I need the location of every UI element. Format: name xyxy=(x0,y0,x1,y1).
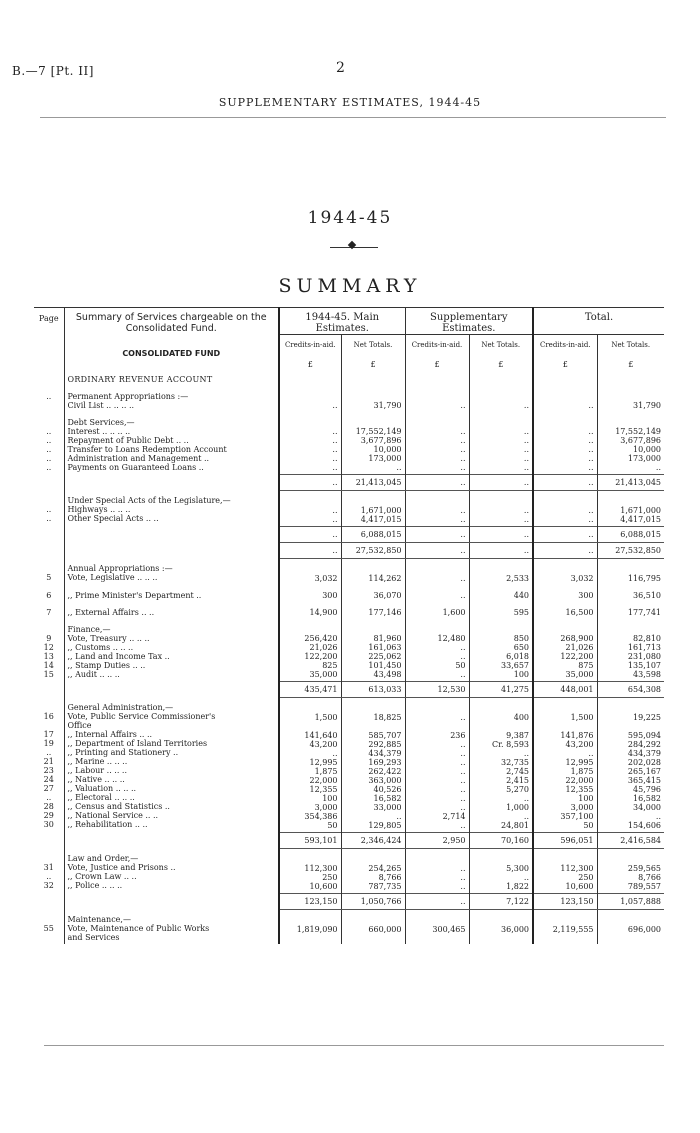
amount-cell: .. xyxy=(405,585,469,602)
service-description-cell: Permanent Appropriations :— Civil List .. .. .. .. xyxy=(64,386,279,412)
service-description-cell xyxy=(64,681,279,697)
amount-cell: .. .. xyxy=(469,490,533,526)
header-rule xyxy=(40,117,666,118)
supp-credits-header: Credits-in-aid. xyxy=(405,335,469,358)
amount-cell: 21,413,045 xyxy=(597,474,664,490)
amount-cell: 595 xyxy=(469,602,533,619)
amount-cell: 654,308 xyxy=(597,681,664,697)
amount-cell: .. xyxy=(469,474,533,490)
service-description-cell xyxy=(64,832,279,848)
pound-symbol: £ xyxy=(279,358,341,369)
amount-cell: .. xyxy=(469,386,533,412)
subtotal-row xyxy=(34,832,664,848)
amount-cell: 41,275 xyxy=(469,681,533,697)
supplementary-estimates-header: Supplementary Estimates. xyxy=(405,308,533,335)
amount-cell: 300,465 xyxy=(405,909,469,944)
amount-cell: 300 xyxy=(279,585,341,602)
amount-cell: 12,530 xyxy=(405,681,469,697)
pound-symbol: £ xyxy=(341,358,405,369)
amount-cell: 6,088,015 xyxy=(597,526,664,542)
amount-cell: 18,825 585,707 292,885 434,379 169,293 262,422 363,000 40,526 16,582 33,000 .. 129,805 xyxy=(341,697,405,832)
table-row xyxy=(34,369,664,386)
amount-cell: 12,480 .. .. 50 .. xyxy=(405,619,469,682)
amount-cell: 177,146 xyxy=(341,602,405,619)
amount-cell: 660,000 xyxy=(341,909,405,944)
amount-cell: 123,150 xyxy=(533,893,597,909)
amount-cell: 177,741 xyxy=(597,602,664,619)
amount-cell: 3,032 xyxy=(533,558,597,585)
amount-cell: .. xyxy=(533,386,597,412)
amount-cell: 1,600 xyxy=(405,602,469,619)
table-row xyxy=(34,386,664,412)
supp-net-header: Net Totals. xyxy=(469,335,533,358)
subtotal-row xyxy=(34,542,664,558)
amount-cell xyxy=(597,369,664,386)
table-row xyxy=(34,697,664,832)
amount-cell: 31,790 xyxy=(597,386,664,412)
amount-cell: 31,790 xyxy=(341,386,405,412)
page-ref-cell: 7 xyxy=(46,607,52,617)
amount-cell xyxy=(341,369,405,386)
amount-cell: 1,819,090 xyxy=(279,909,341,944)
page-ref-cell xyxy=(34,832,64,848)
amount-cell: 116,795 xyxy=(597,558,664,585)
amount-cell: .. xyxy=(405,386,469,412)
amount-cell: .. xyxy=(405,893,469,909)
page-ref-cell xyxy=(34,369,64,386)
table-row xyxy=(34,490,664,526)
amount-cell: 1,500 141,640 43,200 .. 12,995 1,875 22,000 12,355 100 3,000 354,386 50 xyxy=(279,697,341,832)
amount-cell: .. 236 .. .. .. .. .. .. .. .. 2,714 .. xyxy=(405,697,469,832)
main-estimates-header: 1944-45. Main Estimates. xyxy=(279,308,405,335)
amount-cell: 259,565 8,766 789,557 xyxy=(597,848,664,893)
page-ref-cell xyxy=(34,526,64,542)
amount-cell: 440 xyxy=(469,585,533,602)
pound-symbol: £ xyxy=(405,358,469,369)
amount-cell: .. .. xyxy=(533,490,597,526)
amount-cell xyxy=(279,369,341,386)
amount-cell: 27,532,850 xyxy=(341,542,405,558)
service-description-cell: Debt Services,— Interest .. .. .. .. Repayment of Public Debt .. .. Transfer to Loans Redemption Account Administration and Management .. Payments on Guaranteed Loans .. xyxy=(64,412,279,475)
total-net-header: Net Totals. xyxy=(597,335,664,358)
amount-cell: 2,346,424 xyxy=(341,832,405,848)
amount-cell: 19,225 595,094 284,292 434,379 202,028 265,167 365,415 45,796 16,582 34,000 .. 154,606 xyxy=(597,697,664,832)
service-description-cell: Law and Order,— Vote, Justice and Prisons .. ,, Crown Law .. .. ,, Police .. .. .. xyxy=(64,848,279,893)
service-description-cell: General Administration,— Vote, Public Service Commissioner's Office ,, Internal Affairs .. .. ,, Department of Island Territories ,, Printing and Stationery .. ,, Marine .. .. .. ,, Labour .. .. .. ,, Native .. .. .. ,, Valuation .. .. .. ,, Electoral .. .. .. ,, Census and Statistics .. ,, National Service .. .. ,, Rehabilitation .. .. xyxy=(64,697,279,832)
service-description-cell: ORDINARY REVENUE ACCOUNT xyxy=(64,369,279,386)
amount-cell: .. .. .. .. .. xyxy=(279,412,341,475)
pound-symbol: £ xyxy=(533,358,597,369)
amount-cell: .. .. .. .. .. xyxy=(405,412,469,475)
year-heading: 1944-45 xyxy=(307,208,393,228)
amount-cell: 1,057,888 xyxy=(597,893,664,909)
service-description-cell xyxy=(64,542,279,558)
amount-cell: .. xyxy=(405,558,469,585)
amount-cell: 435,471 xyxy=(279,681,341,697)
page-ref-cell xyxy=(34,474,64,490)
service-description-cell: Finance,— Vote, Treasury .. .. .. ,, Customs .. .. .. ,, Land and Income Tax .. ,, Stamp Duties .. .. ,, Audit .. .. .. xyxy=(64,619,279,682)
amount-cell: 850 650 6,018 33,657 100 xyxy=(469,619,533,682)
amount-cell: 7,122 xyxy=(469,893,533,909)
amount-cell: .. xyxy=(533,474,597,490)
amount-cell: .. .. .. .. .. xyxy=(533,412,597,475)
amount-cell: 17,552,149 3,677,896 10,000 173,000 .. xyxy=(597,412,664,475)
amount-cell: 21,413,045 xyxy=(341,474,405,490)
summary-heading: SUMMARY xyxy=(278,275,422,297)
amount-cell: 1,500 141,876 43,200 .. 12,995 1,875 22,000 12,355 100 3,000 357,100 50 xyxy=(533,697,597,832)
amount-cell: 6,088,015 xyxy=(341,526,405,542)
amount-cell: .. .. .. xyxy=(405,848,469,893)
table-row xyxy=(34,909,664,944)
page-ref-cell xyxy=(34,681,64,697)
amount-cell xyxy=(469,369,533,386)
service-description-cell: Annual Appropriations :— Vote, Legislative .. .. .. xyxy=(64,558,279,585)
amount-cell: 3,032 xyxy=(279,558,341,585)
amount-cell: 16,500 xyxy=(533,602,597,619)
description-column-header: Summary of Services chargeable on the Consolidated Fund. xyxy=(64,308,279,335)
subtotal-row xyxy=(34,681,664,697)
amount-cell: .. xyxy=(533,542,597,558)
page-ref-cell: 55 xyxy=(43,924,54,933)
main-credits-header: Credits-in-aid. xyxy=(279,335,341,358)
amount-cell: 254,265 8,766 787,735 xyxy=(341,848,405,893)
service-description-cell xyxy=(64,526,279,542)
amount-cell: 268,900 21,026 122,200 875 35,000 xyxy=(533,619,597,682)
table-row xyxy=(34,558,664,585)
amount-cell: 14,900 xyxy=(279,602,341,619)
subtotal-row xyxy=(34,526,664,542)
subtotal-row xyxy=(34,474,664,490)
amount-cell: 36,000 xyxy=(469,909,533,944)
amount-cell: .. .. .. .. .. xyxy=(469,412,533,475)
amount-cell: 112,300 250 10,600 xyxy=(279,848,341,893)
amount-cell: 2,533 xyxy=(469,558,533,585)
running-title: SUPPLEMENTARY ESTIMATES, 1944-45 xyxy=(218,96,482,109)
service-description-cell: Under Special Acts of the Legislature,— Highways .. .. .. Other Special Acts .. .. xyxy=(64,490,279,526)
page-ref-cell: 5 xyxy=(46,573,52,582)
table-row xyxy=(34,585,664,602)
service-description-cell xyxy=(64,893,279,909)
amount-cell: 596,051 xyxy=(533,832,597,848)
amount-cell: 1,671,000 4,417,015 xyxy=(341,490,405,526)
amount-cell: .. xyxy=(405,542,469,558)
amount-cell: 613,033 xyxy=(341,681,405,697)
page-number: 2 xyxy=(336,60,345,76)
amount-cell: 112,300 250 10,600 xyxy=(533,848,597,893)
amount-cell: .. .. xyxy=(279,490,341,526)
amount-cell: .. xyxy=(279,526,341,542)
table-row xyxy=(34,602,664,619)
service-description-cell: ,, Prime Minister's Department .. xyxy=(64,585,279,602)
amount-cell: 5,300 .. 1,822 xyxy=(469,848,533,893)
page-column-header: Page xyxy=(34,308,64,335)
service-description-cell: ,, External Affairs .. .. xyxy=(64,602,279,619)
table-row xyxy=(34,848,664,893)
table-row xyxy=(34,412,664,475)
page-ref-cell: 16 17 19 .. 21 23 24 27 .. 28 29 30 xyxy=(43,712,54,829)
consolidated-fund-label: CONSOLIDATED FUND xyxy=(64,335,279,358)
amount-cell xyxy=(533,369,597,386)
page-ref-cell: 31 .. 32 xyxy=(43,863,54,890)
total-header: Total. xyxy=(533,308,664,335)
amount-cell: 1,050,766 xyxy=(341,893,405,909)
amount-cell: 17,552,149 3,677,896 10,000 173,000 .. xyxy=(341,412,405,475)
page-ref-cell: .. .. xyxy=(46,505,52,523)
page-ref-cell: 6 xyxy=(46,590,52,600)
pound-symbol: £ xyxy=(469,358,533,369)
amount-cell: 123,150 xyxy=(279,893,341,909)
amount-cell: 2,950 xyxy=(405,832,469,848)
amount-cell: .. xyxy=(469,526,533,542)
amount-cell: 1,671,000 4,417,015 xyxy=(597,490,664,526)
amount-cell: 400 9,387 Cr. 8,593 .. 32,735 2,745 2,415 5,270 .. 1,000 .. 24,801 xyxy=(469,697,533,832)
page-ref-cell xyxy=(34,542,64,558)
service-description-cell: Maintenance,— Vote, Maintenance of Public Works and Services xyxy=(64,909,279,944)
service-description-cell xyxy=(64,474,279,490)
amount-cell: .. xyxy=(279,542,341,558)
amount-cell: 256,420 21,026 122,200 825 35,000 xyxy=(279,619,341,682)
table-row xyxy=(34,619,664,682)
amount-cell: 70,160 xyxy=(469,832,533,848)
page-ref-cell: .. xyxy=(46,391,52,401)
amount-cell xyxy=(405,369,469,386)
amount-cell: 593,101 xyxy=(279,832,341,848)
amount-cell: 300 xyxy=(533,585,597,602)
amount-cell: 2,416,584 xyxy=(597,832,664,848)
amount-cell: 27,532,850 xyxy=(597,542,664,558)
total-credits-header: Credits-in-aid. xyxy=(533,335,597,358)
amount-cell: .. xyxy=(279,474,341,490)
main-net-header: Net Totals. xyxy=(341,335,405,358)
amount-cell: 82,810 161,713 231,080 135,107 43,598 xyxy=(597,619,664,682)
subtotal-row xyxy=(34,893,664,909)
pound-symbol: £ xyxy=(597,358,664,369)
footer-rule xyxy=(44,1045,664,1046)
amount-cell: 36,510 xyxy=(597,585,664,602)
amount-cell: .. xyxy=(533,526,597,542)
amount-cell: 448,001 xyxy=(533,681,597,697)
amount-cell: 696,000 xyxy=(597,909,664,944)
amount-cell: 2,119,555 xyxy=(533,909,597,944)
amount-cell: 36,070 xyxy=(341,585,405,602)
amount-cell: .. xyxy=(469,542,533,558)
amount-cell: .. .. xyxy=(405,490,469,526)
amount-cell: 114,262 xyxy=(341,558,405,585)
page-ref-cell: .. .. .. .. .. xyxy=(46,426,52,472)
amount-cell: 81,960 161,063 225,062 101,450 43,498 xyxy=(341,619,405,682)
document-reference: B.—7 [Pt. II] xyxy=(12,64,94,78)
page-ref-cell xyxy=(34,893,64,909)
amount-cell: .. xyxy=(405,474,469,490)
page-ref-cell: 9 12 13 14 15 xyxy=(43,633,54,679)
amount-cell: .. xyxy=(279,386,341,412)
summary-table xyxy=(34,307,664,944)
amount-cell: .. xyxy=(405,526,469,542)
